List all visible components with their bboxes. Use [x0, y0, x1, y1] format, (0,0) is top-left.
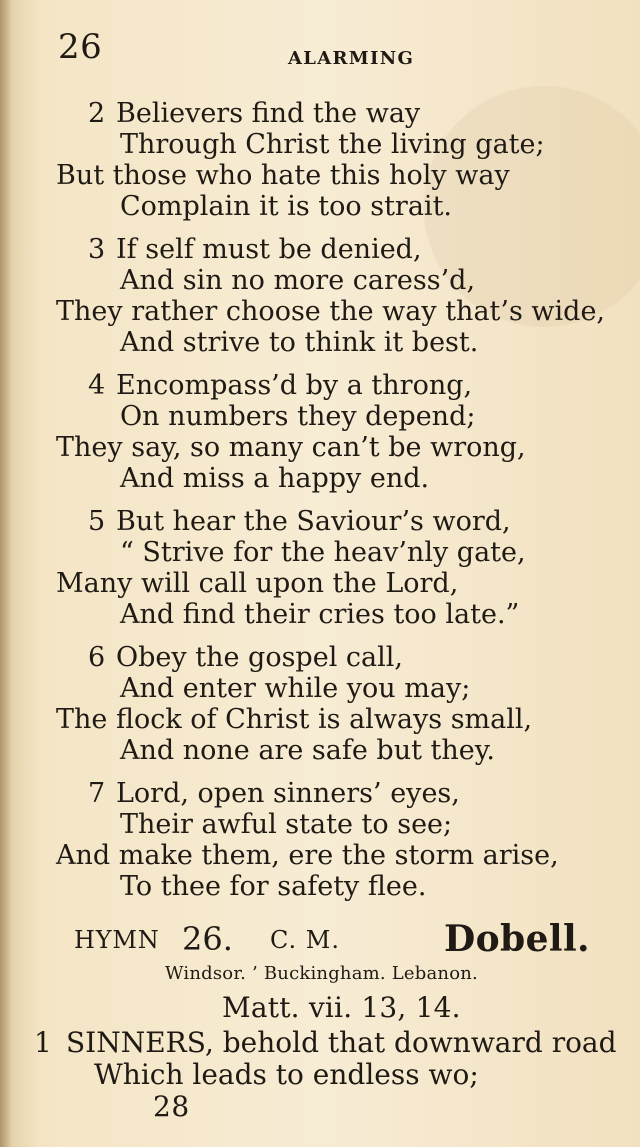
verse-line-text: But hear the Saviour’s word,: [116, 506, 511, 537]
verse-line: And none are safe but they.: [120, 735, 495, 766]
hymn-meter: C. M.: [270, 926, 340, 954]
verse-number: 2: [88, 98, 106, 129]
verse-2: [0, 98, 640, 222]
verse-line: “ Strive for the heav’nly gate,: [120, 537, 526, 568]
verse-line: Many will call upon the Lord,: [56, 568, 459, 599]
verse-line: And sin no more caress’d,: [120, 265, 476, 296]
verse-line: On numbers they depend;: [120, 401, 476, 432]
verse-line: And make them, ere the storm arise,: [56, 840, 559, 871]
verse-number: 4: [88, 370, 106, 401]
verse-line: [0, 98, 640, 129]
verse-line-text: Believers find the way: [116, 98, 421, 129]
verse-line: Through Christ the living gate;: [120, 129, 545, 160]
verse-line: [0, 234, 640, 265]
verse-line: But those who hate this holy way: [56, 160, 510, 191]
verse-line: Their awful state to see;: [120, 809, 453, 840]
verse-line: To thee for safety flee.: [120, 871, 427, 902]
page-header: [58, 27, 570, 70]
verse-line-text: Lord, open sinners’ eyes,: [116, 778, 460, 809]
hymn-verses: [0, 98, 640, 914]
verse-line-text: Encompass’d by a throng,: [116, 370, 473, 401]
hymn-line: [0, 1027, 640, 1059]
tune-names: Windsor. ’ Buckingham. Lebanon.: [165, 963, 478, 984]
verse-6: [0, 642, 640, 766]
hymn-heading: [74, 918, 594, 968]
verse-line: And enter while you may;: [120, 673, 471, 704]
verse-line: [0, 642, 640, 673]
verse-number: 5: [88, 506, 106, 537]
verse-line: And find their cries too late.”: [120, 599, 520, 630]
verse-number: 3: [88, 234, 106, 265]
running-head: ALARMING: [288, 48, 415, 69]
verse-line: They say, so many can’t be wrong,: [56, 432, 526, 463]
verse-7: [0, 778, 640, 902]
hymn-line: Which leads to endless wo;: [94, 1058, 479, 1091]
verse-4: [0, 370, 640, 494]
signature-mark: 28: [153, 1090, 190, 1123]
hymn-number: 26.: [182, 920, 233, 958]
hymn-composer: Dobell.: [444, 918, 590, 960]
verse-line: [0, 506, 640, 537]
verse-line: And strive to think it best.: [120, 327, 479, 358]
page-number: 26: [58, 27, 103, 67]
verse-3: [0, 234, 640, 358]
verse-line: The flock of Christ is always small,: [56, 704, 533, 735]
verse-5: [0, 506, 640, 630]
scripture-reference: Matt. vii. 13, 14.: [222, 991, 461, 1024]
verse-line-text: If self must be denied,: [116, 234, 422, 265]
hymn-first-verse: [0, 1027, 640, 1091]
verse-line-text: Obey the gospel call,: [116, 642, 403, 673]
hymn-line-text: SINNERS, behold that downward road: [66, 1026, 617, 1059]
verse-number: 6: [88, 642, 106, 673]
verse-line: [0, 778, 640, 809]
verse-line: [0, 370, 640, 401]
verse-line: And miss a happy end.: [120, 463, 430, 494]
hymn-label: HYMN: [74, 926, 160, 954]
verse-line: They rather choose the way that’s wide,: [56, 296, 606, 327]
verse-line: Complain it is too strait.: [120, 191, 453, 222]
verse-number: 7: [88, 778, 106, 809]
verse-number: 1: [34, 1026, 52, 1059]
